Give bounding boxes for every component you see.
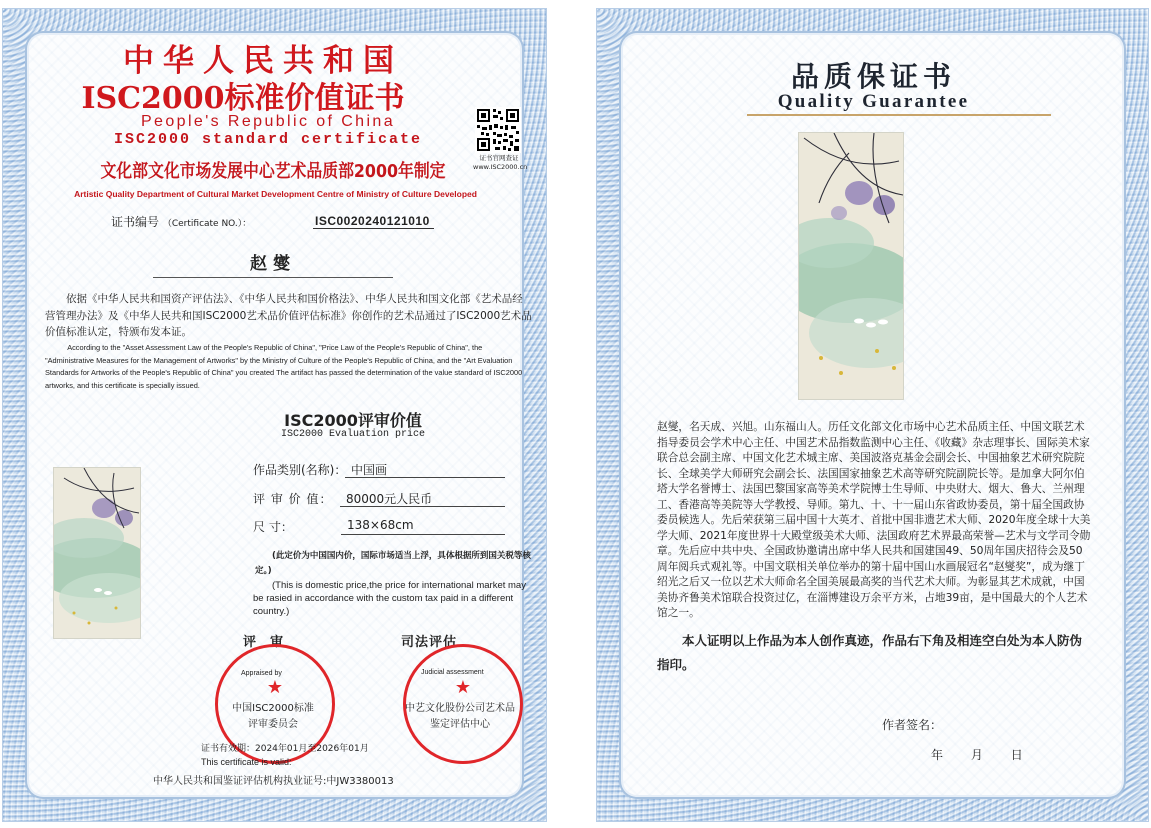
validity-cn: 证书有效期：2024年01月至2026年01月 bbox=[201, 744, 369, 754]
certificate-title-isc: ISC2000标准价值证书 bbox=[81, 81, 405, 116]
certificate-title-cn: 中华人民共和国 bbox=[123, 43, 403, 79]
review-organization bbox=[225, 701, 321, 733]
field-category-value: 中国画 bbox=[345, 461, 505, 478]
certificate-body-en: According to the "Asset Assessment Law of the People's Republic of China", "Price Law of the People's Republic of China", the "Administrative Measures for the Management of Artworks" by the Ministry of Culture of the People's Republic of China, and the "Art Evaluation Standards for Artworks of the People's Republic of China" you created The artifact has passed the determination of the value standard of ISC2000 artworks, and this certificate is specially issued. bbox=[45, 343, 523, 390]
title-divider bbox=[747, 114, 1051, 116]
date-year: 年 bbox=[931, 748, 944, 762]
judicial-assessment-label: Judicial assessment bbox=[421, 669, 484, 676]
cert-no-label-cn: 证书编号 bbox=[111, 215, 160, 229]
field-size-label: 尺 寸： bbox=[253, 520, 293, 534]
certificate-number-label bbox=[111, 213, 251, 230]
judicial-organization bbox=[395, 701, 525, 733]
price-note-cn: (此定价为中国国内价，国际市场适当上浮，具体根据所到国关税等核定。) bbox=[255, 551, 531, 576]
artwork-thumbnail bbox=[53, 467, 141, 639]
qr-code-icon[interactable] bbox=[475, 107, 521, 153]
review-org-line-1: 中国ISC2000标准 bbox=[232, 703, 314, 714]
cert-no-label-en: （Certificate NO.）： bbox=[162, 219, 252, 229]
artwork-image bbox=[798, 132, 904, 400]
artist-biography: 赵燮，名天成、兴旭。山东福山人。历任文化部文化市场中心艺术品质主任、中国文联艺术指导委员会学术中心主任、中国艺术品指数监测中心主任、《收藏》杂志理事长、国际美术家联合总会副主席、中国文化艺术城主席、美国波洛克基金会副会长、中国抽象艺术研究院院长、全球美学大师研究会副会长、法国国家抽象艺术高等研究院副院长等。是加拿大阿尔伯塔大学名誉博士、法国巴黎国家高等美术学院博士生导师、中央财大、烟大、鲁大、兰州理工、香港高等美院等大学教授、导师。第九、十、十一届山东省政协委员，第十届全国政协委员候选人。先后荣获第三届中国十大英才、首批中国非遗艺术大师、2020年度全球十大美学大师、2021年度世界十大殿堂级美术大师、法国政府艺术界最高荣誉—艺术与文学司令勋章。先后应中共中央、全国政协邀请出席中华人民共和国建国49、50周年国庆招待会及50周年阅兵式观礼等。中国文联相关单位举办的第十届中国山水画展冠名“赵燮奖”，成为继丁绍光之后又一位以艺术大师命名全国美展最高奖的当代艺术大师。为彰显其艺术成就，中国美协齐鲁美术馆联合投资过亿，在淄博建设万余平方米，占地39亩，是中国最大的个人艺术馆之一。 bbox=[657, 420, 1091, 619]
field-price-value: 80000元人民币 bbox=[340, 490, 505, 507]
validity-en: This certificate is valid: bbox=[201, 757, 292, 767]
qr-caption-cn: 证书官网查证 bbox=[479, 154, 519, 162]
review-label: 评审 bbox=[243, 635, 298, 650]
department-title-en: Artistic Quality Department of Cultural Market Development Centre of Ministry of Culture Developed bbox=[74, 189, 477, 199]
review-org-line-2: 评审委员会 bbox=[248, 719, 298, 730]
certificate-title-en-2: ISC2000 standard certificate bbox=[113, 131, 423, 148]
license-number: 中华人民共和国鉴证评估机构执业证号:中JW3380013 bbox=[153, 776, 394, 787]
department-title-cn: 文化部文化市场发展中心艺术品质部2000年制定 bbox=[100, 161, 446, 182]
signature-date bbox=[931, 746, 1045, 763]
field-price-label: 评 审 价 值： bbox=[253, 492, 333, 506]
judicial-org-line-1: 中艺文化股份公司艺术品 bbox=[405, 703, 515, 714]
seal-star-icon: ★ bbox=[454, 677, 472, 698]
guarantee-title-en: Quality Guarantee bbox=[777, 91, 970, 112]
isc2000-certificate bbox=[2, 8, 547, 822]
evaluation-title: ISC2000评审价值 bbox=[284, 411, 422, 430]
artist-name: 赵燮 bbox=[153, 249, 393, 278]
field-size-value: 138×68cm bbox=[341, 518, 505, 535]
quality-guarantee-certificate bbox=[596, 8, 1149, 822]
certificate-number-value: ISC0020240121010 bbox=[313, 214, 434, 229]
evaluation-subtitle: ISC2000 Evaluation price bbox=[280, 429, 426, 440]
guarantee-title-cn: 品质保证书 bbox=[790, 60, 956, 93]
certificate-title-en-1: People's Republic of China bbox=[140, 113, 396, 130]
qr-caption-url: www.ISC2000.cn bbox=[473, 163, 528, 171]
date-day: 日 bbox=[1010, 748, 1023, 762]
seal-star-icon: ★ bbox=[266, 677, 284, 698]
signature-label: 作者签名： bbox=[882, 718, 943, 732]
authenticity-statement: 本人证明以上作品为本人创作真迹，作品右下角及相连空白处为本人防伪指印。 bbox=[657, 633, 1083, 672]
date-month: 月 bbox=[970, 748, 983, 762]
appraised-by-label: Appraised by bbox=[241, 670, 282, 677]
field-category-label: 作品类别(名称)： bbox=[253, 463, 347, 477]
judicial-label: 司法评估 bbox=[401, 635, 458, 650]
price-note-en: (This is domestic price,the price for international market may be rasied in accordance with the custom tax paid in a different country.) bbox=[253, 580, 526, 617]
judicial-org-line-2: 鉴定评估中心 bbox=[430, 719, 490, 730]
certificate-body-cn: 依据《中华人民共和国资产评估法》、《中华人民共和国价格法》、中华人民共和国文化部《艺术品经营管理办法》及《中华人民共和国ISC2000艺术品价值评估标准》你创作的艺术品通过了ISC2000艺术品价值标准认定，特颁布发本证。 bbox=[45, 293, 532, 338]
